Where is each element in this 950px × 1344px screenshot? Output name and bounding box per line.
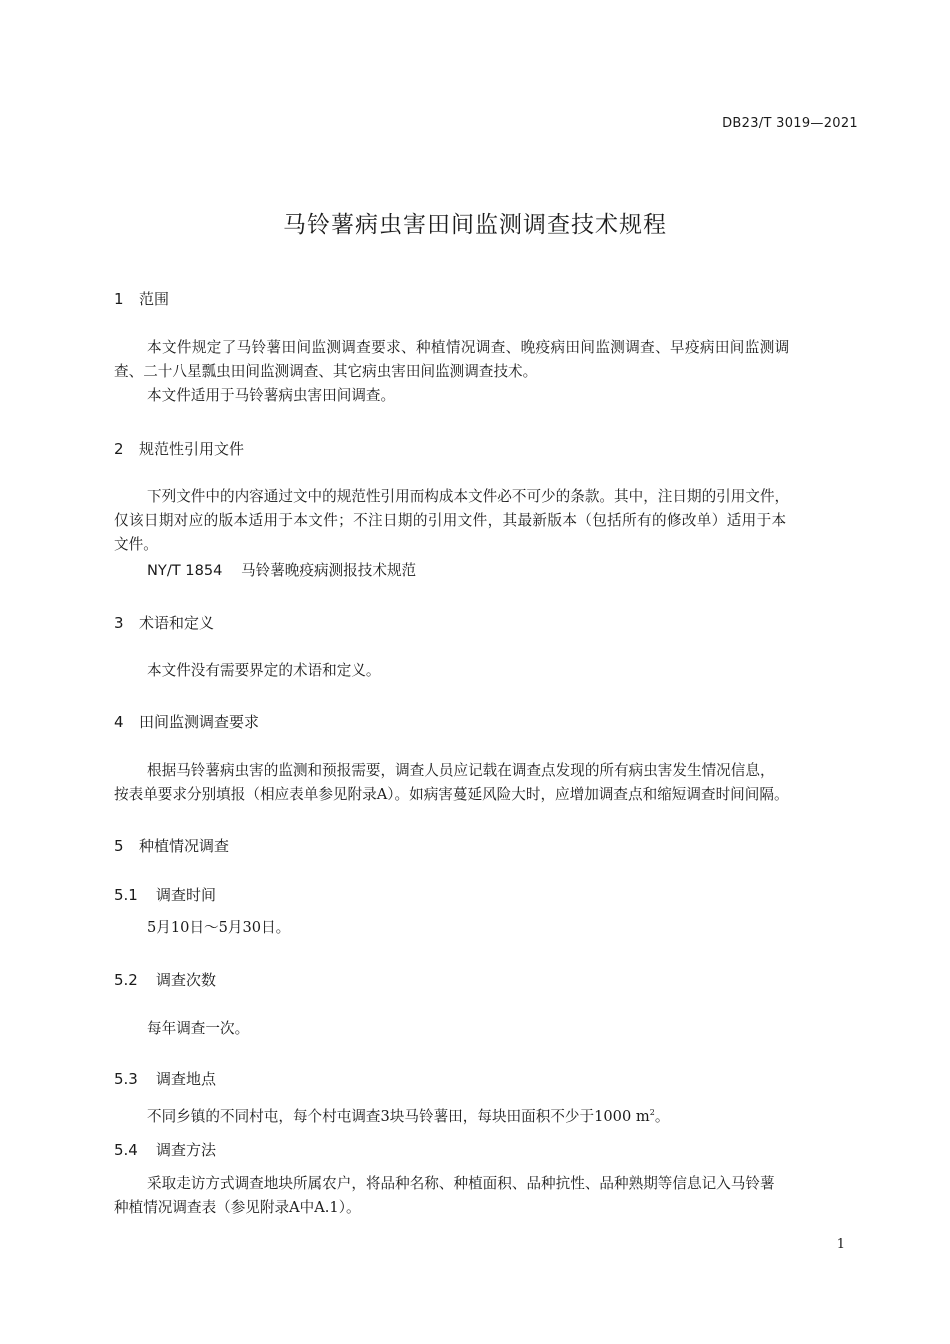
paragraph-tail: 。 — [654, 1107, 670, 1125]
subsection-title: 调查时间 — [156, 886, 217, 904]
reference-code: NY/T 1854 — [147, 562, 223, 579]
section-number: 2 — [114, 440, 124, 458]
paragraph-line: 每年调查一次。 — [147, 1020, 250, 1037]
paragraph-line: 本文件规定了马铃薯田间监测调查要求、种植情况调查、晚疫病田间监测调查、早疫病田间监测调 — [147, 339, 790, 356]
section-title: 范围 — [139, 290, 170, 308]
subsection-number: 5.3 — [114, 1070, 138, 1088]
subsection-title: 调查地点 — [156, 1070, 217, 1088]
section-title: 田间监测调查要求 — [139, 713, 260, 731]
paragraph-line — [147, 1101, 669, 1129]
paragraph-line: 查、二十八星瓢虫田间监测调查、其它病虫害田间监测调查技术。 — [114, 363, 538, 380]
paragraph-line: 根据马铃薯病虫害的监测和预报需要，调查人员应记载在调查点发现的所有病虫害发生情况信息， — [147, 762, 775, 779]
page-number: 1 — [836, 1237, 845, 1252]
subsection-number: 5.1 — [114, 886, 138, 904]
section-heading-4 — [114, 711, 259, 732]
paragraph-line: 下列文件中的内容通过文中的规范性引用而构成本文件必不可少的条款。其中，注日期的引用文件， — [147, 488, 790, 505]
subsection-title: 调查次数 — [156, 971, 217, 989]
document-code: DB23/T 3019—2021 — [722, 116, 858, 131]
section-number: 3 — [114, 614, 124, 632]
superscript: 2 — [649, 1108, 655, 1117]
paragraph-line: 按表单要求分别填报（相应表单参见附录A）。如病害蔓延风险大时，应增加调查点和缩短调查时间间隔。 — [114, 786, 789, 803]
section-number: 1 — [114, 290, 124, 308]
reference-title: 马铃薯晚疫病测报技术规范 — [241, 562, 417, 579]
paragraph-line: 仅该日期对应的版本适用于本文件；不注日期的引用文件，其最新版本（包括所有的修改单）适用于本 — [114, 512, 787, 529]
subsection-heading-5-4 — [114, 1139, 216, 1160]
section-heading-5 — [114, 835, 229, 856]
section-heading-1 — [114, 288, 169, 309]
page-title: 马铃薯病虫害田间监测调查技术规程 — [283, 212, 667, 238]
paragraph-text: 不同乡镇的不同村屯，每个村屯调查3块马铃薯田，每块田面积不少于1000 m — [147, 1107, 650, 1125]
paragraph-line: 本文件适用于马铃薯病虫害田间调查。 — [147, 387, 396, 404]
normative-reference — [147, 559, 416, 583]
paragraph-line: 文件。 — [114, 536, 158, 553]
section-number: 4 — [114, 713, 124, 731]
section-title: 术语和定义 — [139, 614, 215, 632]
subsection-title: 调查方法 — [156, 1141, 217, 1159]
subsection-heading-5-1 — [114, 884, 216, 905]
section-title: 规范性引用文件 — [139, 440, 245, 458]
subsection-number: 5.2 — [114, 971, 138, 989]
paragraph-line: 采取走访方式调查地块所属农户，将品种名称、种植面积、品种抗性、品种熟期等信息记入马铃薯 — [147, 1175, 775, 1192]
section-heading-3 — [114, 612, 214, 633]
subsection-heading-5-3 — [114, 1068, 216, 1089]
paragraph-line: 本文件没有需要界定的术语和定义。 — [147, 662, 381, 679]
section-title: 种植情况调查 — [139, 837, 230, 855]
section-number: 5 — [114, 837, 124, 855]
paragraph-line: 种植情况调查表（参见附录A中A.1）。 — [114, 1199, 361, 1216]
paragraph-line: 5月10日～5月30日。 — [147, 919, 291, 936]
section-heading-2 — [114, 438, 244, 459]
subsection-heading-5-2 — [114, 969, 216, 990]
subsection-number: 5.4 — [114, 1141, 138, 1159]
